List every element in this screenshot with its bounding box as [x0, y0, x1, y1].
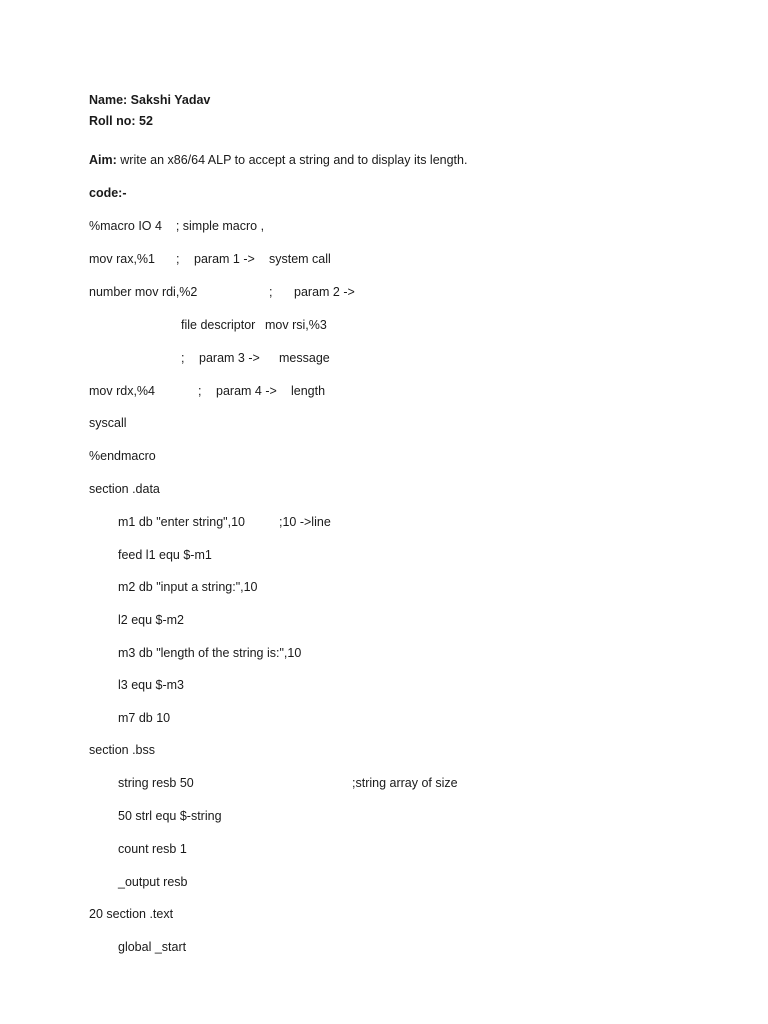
code-line-20: count resb 1: [118, 842, 187, 856]
aim-label: Aim:: [89, 153, 117, 167]
code-line-6: [0, 383, 768, 399]
code-comment-marker: ;: [269, 285, 273, 299]
code-line-9: section .data: [89, 482, 160, 496]
code-line-22: 20 section .text: [89, 907, 174, 921]
code-line-11: feed l1 equ $-m1: [118, 548, 212, 562]
code-line-23: global _start: [118, 940, 187, 954]
code-text: system call: [269, 252, 331, 266]
aim-text: write an x86/64 ALP to accept a string and to display its length.: [116, 153, 468, 167]
code-line-21: _output resb: [118, 875, 188, 889]
code-line-15: l3 equ $-m3: [118, 678, 185, 692]
code-line-1: %macro IO 4 ; simple macro ,: [89, 219, 265, 233]
name-line: Name: Sakshi Yadav: [89, 93, 211, 107]
code-comment-marker: ;: [198, 384, 202, 398]
code-line-7: syscall: [89, 416, 127, 430]
code-text: mov rsi,%3: [265, 318, 327, 332]
code-text: ;string array of size: [352, 776, 458, 790]
code-text: mov rax,%1: [89, 252, 155, 266]
code-line-3: [0, 284, 768, 300]
code-comment-marker: ;: [176, 252, 180, 266]
code-line-19: 50 strl equ $-string: [118, 809, 222, 823]
code-line-14: m3 db "length of the string is:",10: [118, 646, 302, 660]
code-line-10: [0, 514, 768, 530]
code-text: string resb 50: [118, 776, 194, 790]
code-text: message: [279, 351, 330, 365]
code-text: number mov rdi,%2: [89, 285, 198, 299]
code-line-4: [0, 317, 768, 333]
code-line-8: %endmacro: [89, 449, 156, 463]
code-comment-marker: ;: [181, 351, 185, 365]
code-line-16: m7 db 10: [118, 711, 171, 725]
aim-line: [89, 152, 467, 168]
code-line-18: [0, 775, 768, 791]
code-line-17: section .bss: [89, 743, 156, 757]
code-label: code:-: [89, 186, 127, 200]
code-line-2: [0, 251, 768, 267]
code-text: m1 db "enter string",10: [118, 515, 245, 529]
code-text: mov rdx,%4: [89, 384, 155, 398]
code-line-12: m2 db "input a string:",10: [118, 580, 258, 594]
code-text: file descriptor: [181, 318, 256, 332]
code-text: param 2 ->: [294, 285, 355, 299]
code-line-5: [0, 350, 768, 366]
code-text: length: [291, 384, 326, 398]
code-text: param 3 ->: [199, 351, 260, 365]
roll-line: Roll no: 52: [89, 114, 153, 128]
code-text: param 1 ->: [194, 252, 255, 266]
code-text: param 4 ->: [216, 384, 277, 398]
code-line-13: l2 equ $-m2: [118, 613, 185, 627]
code-text: ;10 ->line: [279, 515, 331, 529]
